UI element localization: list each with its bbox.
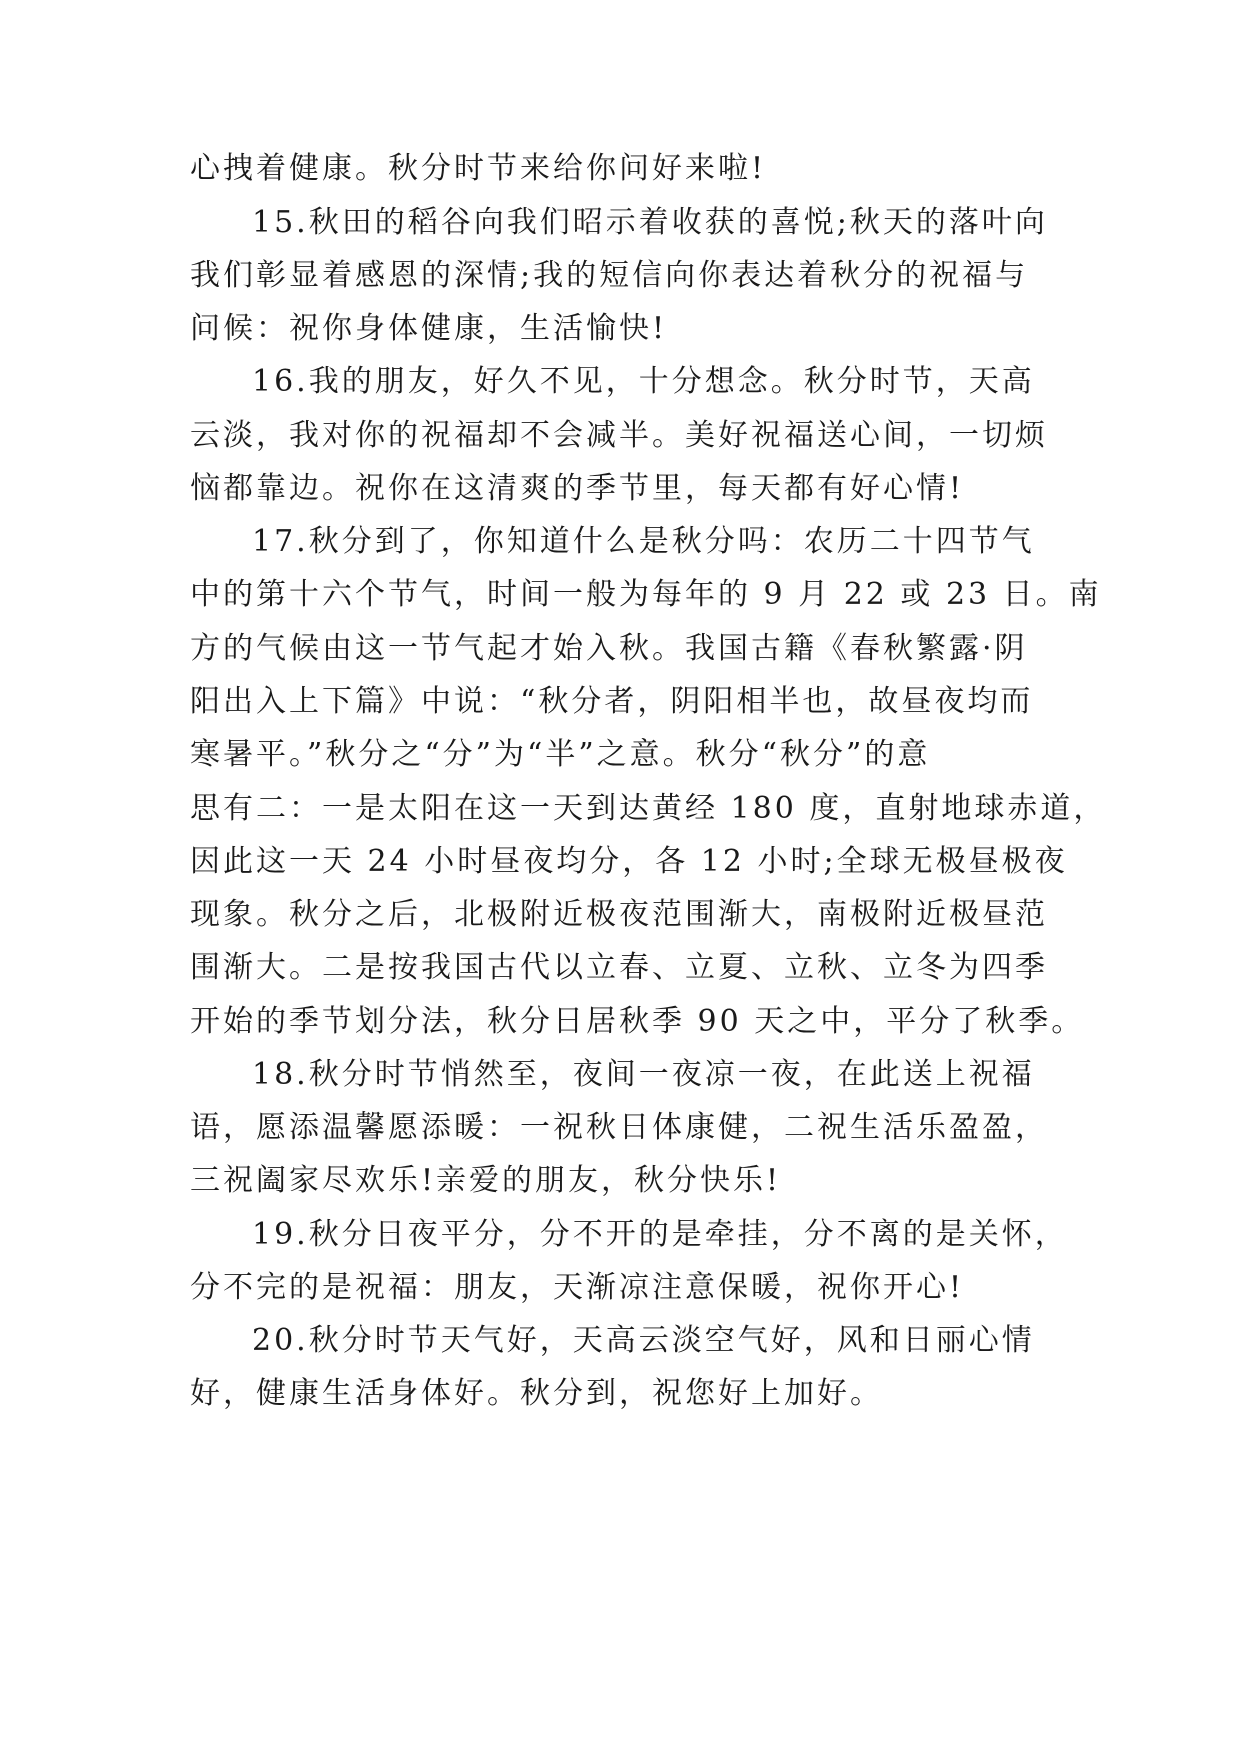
text-line: 心拽着健康。秋分时节来给你问好来啦!	[190, 151, 767, 186]
text-line: 分不完的是祝福：朋友，天渐凉注意保暖，祝你开心!	[190, 1270, 965, 1305]
text-line: 17.秋分到了，你知道什么是秋分吗：农历二十四节气	[252, 524, 1035, 559]
text-line: 思有二：一是太阳在这一天到达黄经 180 度，直射地球赤道，	[190, 791, 1107, 826]
text-line: 20.秋分时节天气好，天高云淡空气好，风和日丽心情	[252, 1323, 1035, 1358]
text-line: 方的气候由这一节气起才始入秋。我国古籍《春秋繁露·阴	[190, 631, 1028, 666]
text-line: 寒暑平。”秋分之“分”为“半”之意。秋分“秋分”的意	[190, 737, 931, 772]
text-line: 因此这一天 24 小时昼夜均分，各 12 小时;全球无极昼极夜	[190, 844, 1068, 879]
text-line: 云淡，我对你的祝福却不会减半。美好祝福送心间，一切烦	[190, 418, 1048, 453]
text-line: 18.秋分时节悄然至，夜间一夜凉一夜，在此送上祝福	[252, 1057, 1035, 1092]
text-line: 16.我的朋友，好久不见，十分想念。秋分时节，天高	[252, 364, 1035, 399]
text-line: 三祝阖家尽欢乐!亲爱的朋友，秋分快乐!	[190, 1163, 782, 1198]
text-line: 开始的季节划分法，秋分日居秋季 90 天之中，平分了秋季。	[190, 1004, 1085, 1039]
text-line: 阳出入上下篇》中说：“秋分者，阴阳相半也，故昼夜均而	[190, 684, 1034, 719]
text-line: 15.秋田的稻谷向我们昭示着收获的喜悦;秋天的落叶向	[252, 205, 1048, 240]
text-line: 围渐大。二是按我国古代以立春、立夏、立秋、立冬为四季	[190, 950, 1048, 985]
text-line: 19.秋分日夜平分，分不开的是牵挂，分不离的是关怀，	[252, 1217, 1068, 1252]
text-line: 语，愿添温馨愿添暖：一祝秋日体康健，二祝生活乐盈盈，	[190, 1110, 1048, 1145]
text-line: 我们彰显着感恩的深情;我的短信向你表达着秋分的祝福与	[190, 258, 1029, 293]
text-line: 问候：祝你身体健康，生活愉快!	[190, 311, 668, 346]
text-line: 好，健康生活身体好。秋分到，祝您好上加好。	[190, 1376, 883, 1411]
text-line: 恼都靠边。祝你在这清爽的季节里，每天都有好心情!	[190, 471, 965, 506]
text-line: 现象。秋分之后，北极附近极夜范围渐大，南极附近极昼范	[190, 897, 1048, 932]
text-line: 中的第十六个节气，时间一般为每年的 9 月 22 或 23 日。南	[190, 577, 1102, 612]
